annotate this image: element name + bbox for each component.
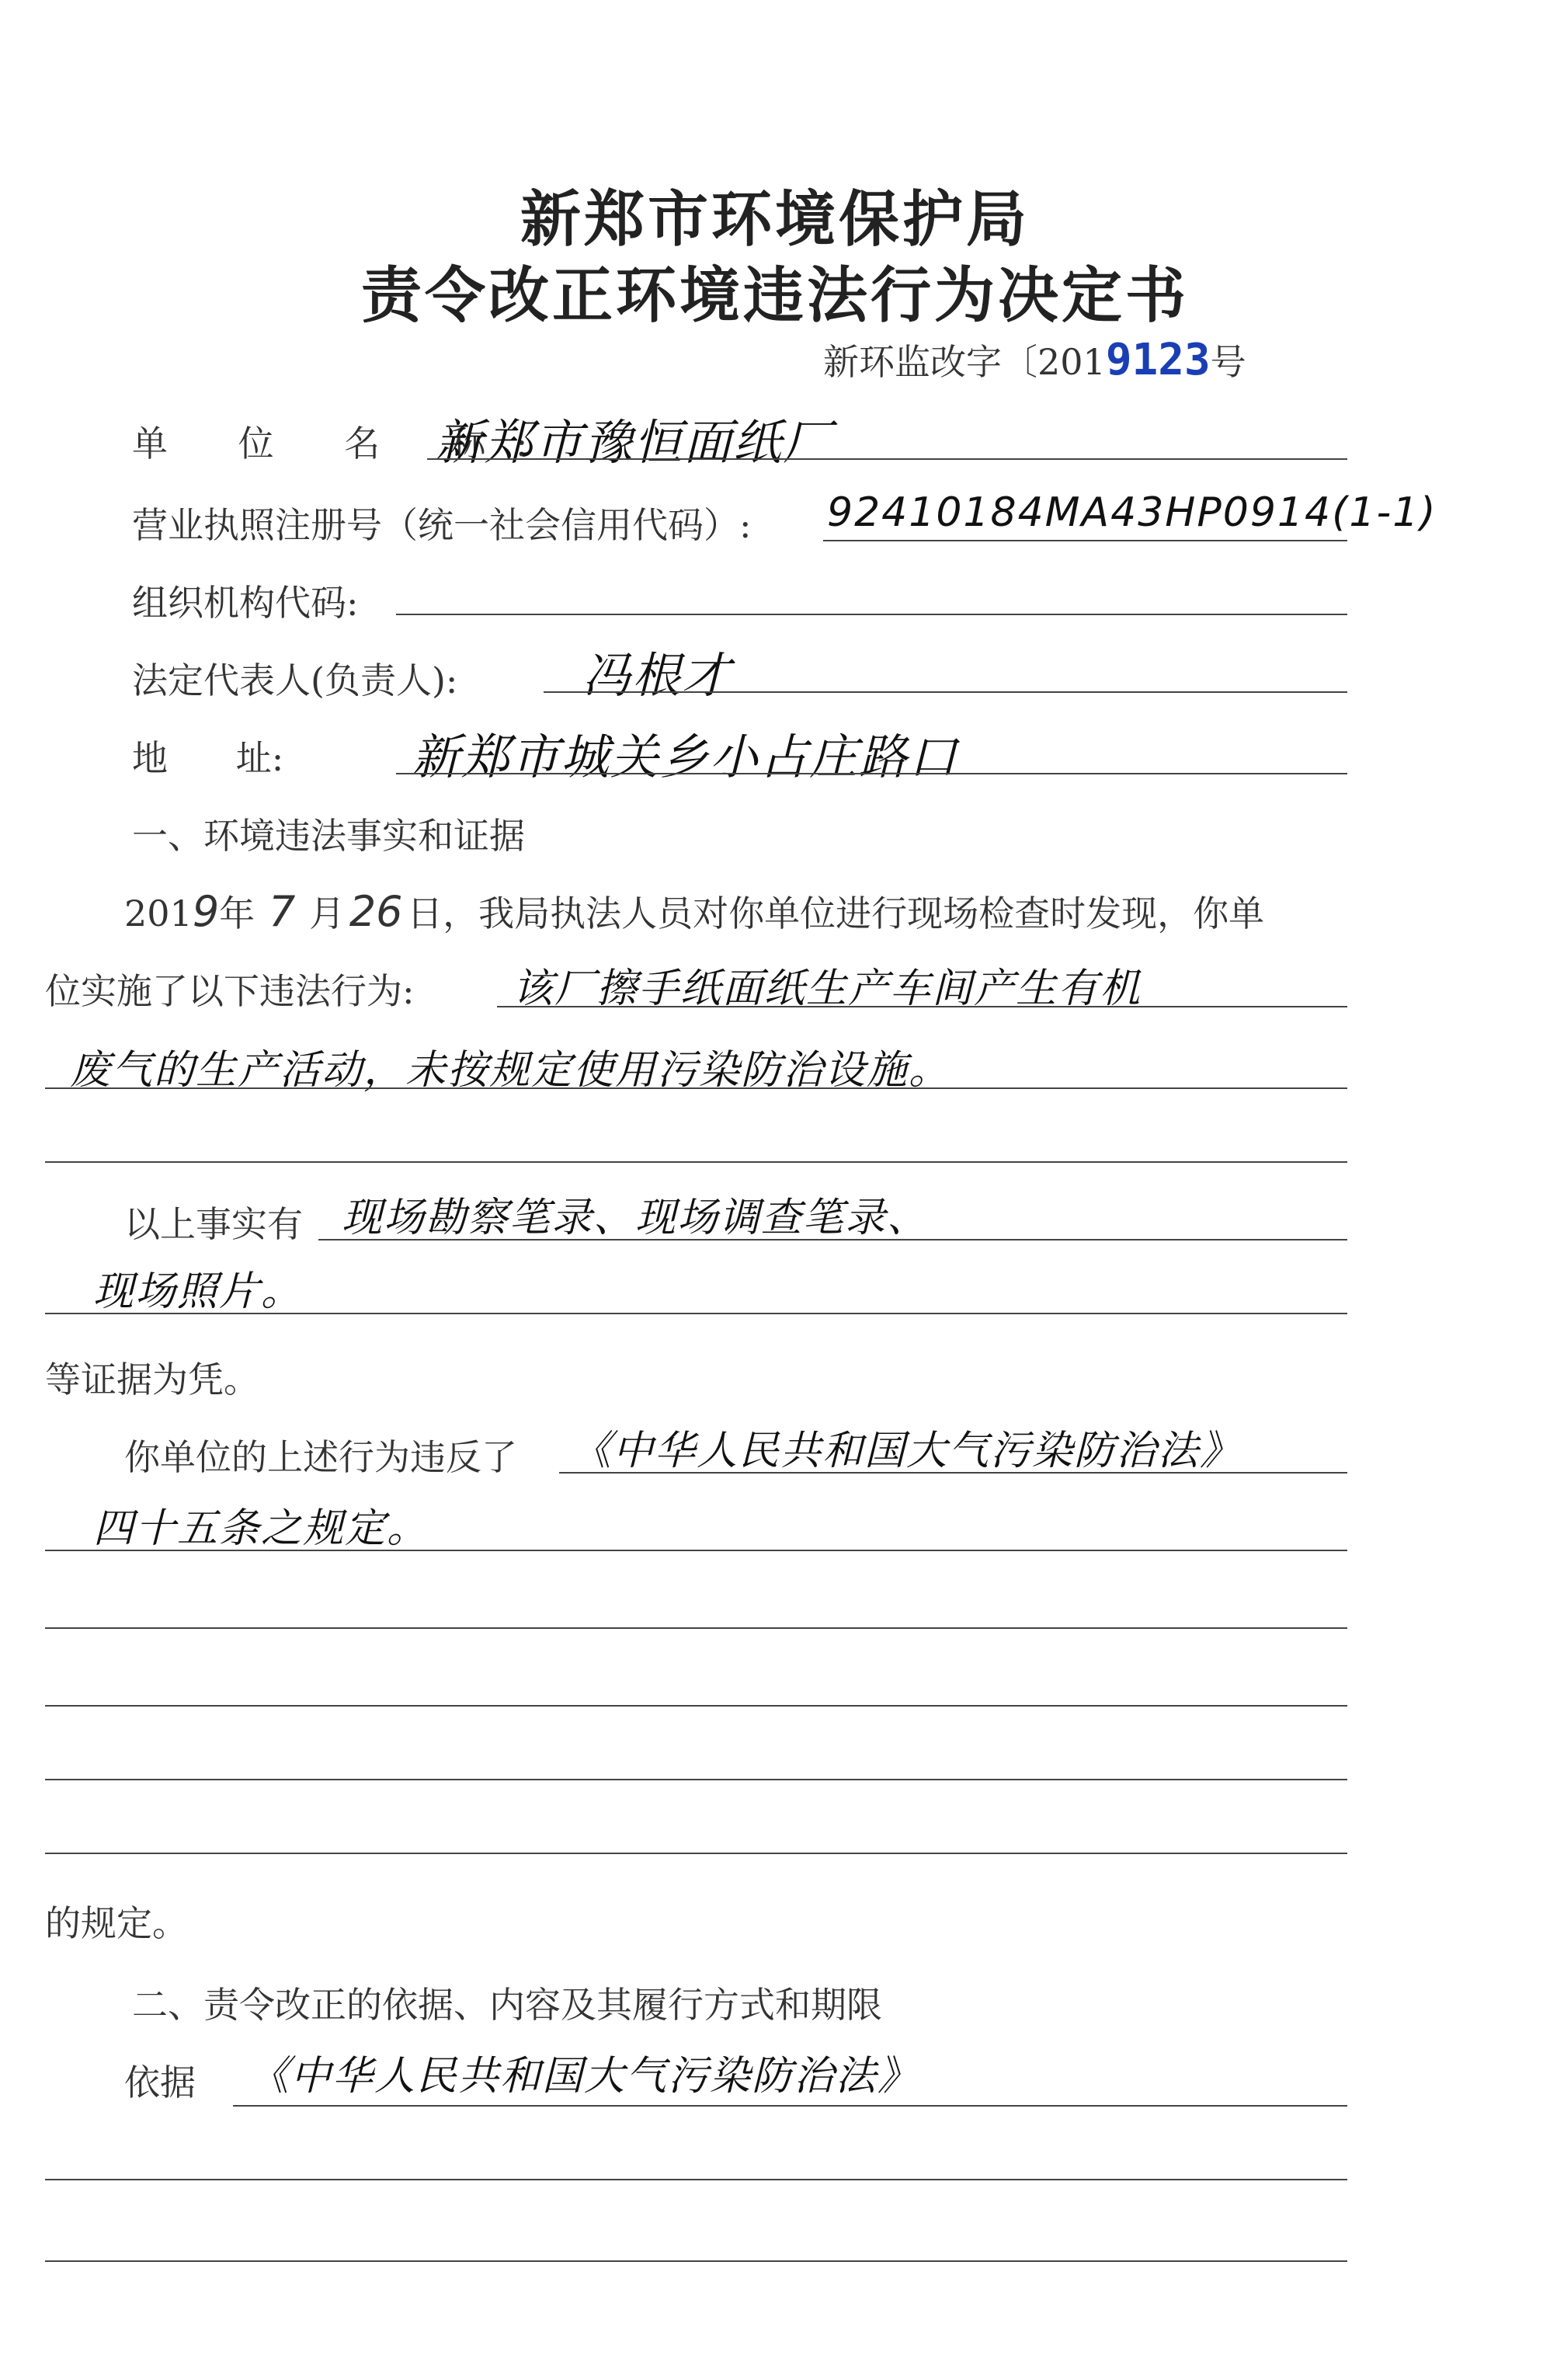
legal-rep-underline (544, 691, 1347, 693)
inspection-date-line (124, 886, 1264, 937)
violation-line-1: 该厂擦手纸面纸生产车间产生有机 (513, 966, 1142, 1012)
doc-number-prefix: 新环监改字〔201 (823, 341, 1106, 383)
day-value: 26 (349, 887, 403, 936)
legal-rep-label: 法定代表人(负责人): (132, 659, 458, 701)
law-underline-2 (45, 1550, 1347, 1551)
violation-underline-1 (497, 1006, 1347, 1007)
day-label: 日，我局执法人员对你单位进行现场检查时发现，你单 (407, 893, 1265, 934)
address-label: 地 址: (132, 737, 284, 779)
law-underline-1 (559, 1472, 1347, 1474)
basis-line-1: 《中华人民共和国大气污染防治法》 (248, 2053, 920, 2100)
doc-number-suffix: 号 (1210, 341, 1246, 383)
year-digit: 9 (192, 887, 220, 936)
section1-heading: 一、环境违法事实和证据 (132, 815, 525, 857)
evidence-underline-2 (45, 1313, 1347, 1314)
address-underline (396, 773, 1347, 774)
agency-title: 新郑市环境保护局 (520, 184, 1030, 255)
law-underline-4 (45, 1705, 1347, 1707)
law-underline-3 (45, 1627, 1347, 1629)
law-line-1: 《中华人民共和国大气污染防治法》 (571, 1428, 1242, 1474)
basis-underline-2 (45, 2179, 1347, 2180)
month-label: 月 (309, 893, 346, 934)
basis-underline-1 (233, 2105, 1347, 2107)
license-underline (823, 540, 1347, 541)
year-label: 年 (219, 893, 255, 934)
evidence-suffix: 等证据为凭。 (45, 1359, 259, 1401)
evidence-line-1: 现场勘察笔录、现场调查笔录、 (342, 1195, 930, 1241)
unit-name-label: 单 位 名 称: (132, 423, 558, 465)
document-title: 责令改正环境违法行为决定书 (360, 260, 1189, 331)
unit-name-value: 新郑市豫恒面纸厂 (435, 414, 833, 471)
basis-prefix: 依据 (124, 2062, 196, 2103)
legal-rep-value: 冯根才 (582, 647, 732, 704)
law-underline-5 (45, 1779, 1347, 1780)
section2-heading: 二、责令改正的依据、内容及其履行方式和期限 (132, 1984, 882, 2026)
evidence-line-2: 现场照片。 (93, 1268, 304, 1315)
org-code-underline (396, 614, 1347, 615)
law-prefix: 你单位的上述行为违反了 (124, 1436, 517, 1478)
violation-line-2: 废气的生产活动，未按规定使用污染防治设施。 (70, 1047, 951, 1094)
law-line-2: 四十五条之规定。 (93, 1505, 429, 1552)
violation-underline-2 (45, 1087, 1347, 1089)
law-underline-6 (45, 1853, 1347, 1854)
license-value: 92410184MA43HP0914(1-1) (827, 489, 1437, 536)
document-number (823, 334, 1246, 385)
doc-number-stamp: 9123 (1105, 335, 1211, 385)
basis-underline-3 (45, 2260, 1347, 2262)
month-value: 7 (268, 887, 296, 936)
law-suffix: 的规定。 (45, 1902, 188, 1944)
address-value: 新郑市城关乡小占庄路口 (412, 729, 959, 785)
license-label: 营业执照注册号（统一社会信用代码）: (132, 504, 752, 546)
evidence-underline-1 (318, 1239, 1347, 1240)
unit-name-underline (427, 458, 1347, 460)
evidence-prefix: 以上事实有 (124, 1203, 303, 1245)
violation-prefix: 位实施了以下违法行为: (45, 970, 415, 1012)
date-prefix: 201 (124, 893, 193, 934)
org-code-label: 组织机构代码: (132, 582, 359, 624)
violation-underline-3 (45, 1161, 1347, 1163)
